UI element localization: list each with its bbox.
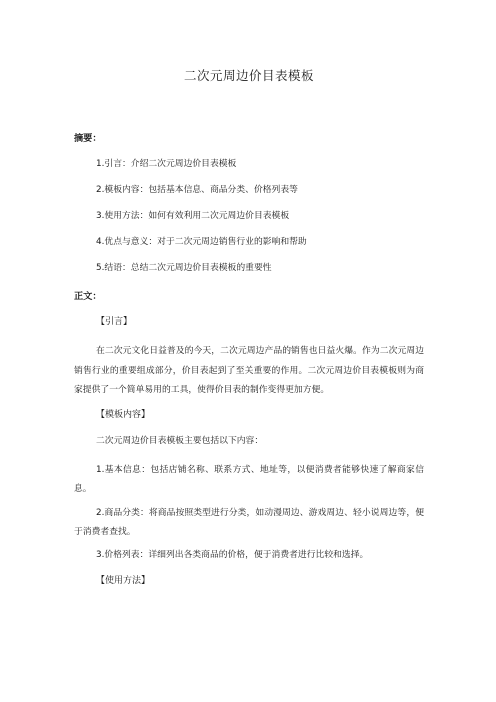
template-item-categories: 2.商品分类：将商品按照类型进行分类，如动漫周边、游戏周边、轻小说周边等，便于消费者查找。 xyxy=(74,507,424,537)
abstract-list xyxy=(74,158,424,274)
template-item-price-list: 3.价格列表：详细列出各类商品的价格，便于消费者进行比较和选择。 xyxy=(96,549,369,560)
intro-paragraph: 在二次元文化日益普及的今天，二次元周边产品的销售也日益火爆。作为二次元周边销售行业的重要组成部分，价目表起到了至关重要的作用。二次元周边价目表模板则为商家提供了一个简单易用的工具，使得价目表的制作变得更加方便。 xyxy=(74,346,424,395)
abstract-item-advantages: 4.优点与意义：对于二次元周边销售行业的影响和帮助 xyxy=(96,237,307,247)
abstract-item-content: 2.模板内容：包括基本信息、商品分类、价格列表等 xyxy=(96,185,298,195)
usage-heading: 【使用方法】 xyxy=(96,575,151,586)
template-intro: 二次元周边价目表模板主要包括以下内容： xyxy=(96,435,264,446)
abstract-item-intro: 1.引言：介绍二次元周边价目表模板 xyxy=(96,159,237,169)
intro-heading: 【引言】 xyxy=(96,317,133,327)
abstract-item-conclusion: 5.结语：总结二次元周边价目表模板的重要性 xyxy=(96,263,272,273)
abstract-item-usage: 3.使用方法：如何有效利用二次元周边价目表模板 xyxy=(96,211,290,221)
body-label: 正文： xyxy=(74,291,102,302)
document-title: 二次元周边价目表模板 xyxy=(183,68,314,83)
abstract-label: 摘要： xyxy=(74,133,102,144)
template-heading: 【模板内容】 xyxy=(96,409,151,420)
template-item-basic-info: 1.基本信息：包括店铺名称、联系方式、地址等，以便消费者能够快速了解商家信息。 xyxy=(74,464,424,494)
